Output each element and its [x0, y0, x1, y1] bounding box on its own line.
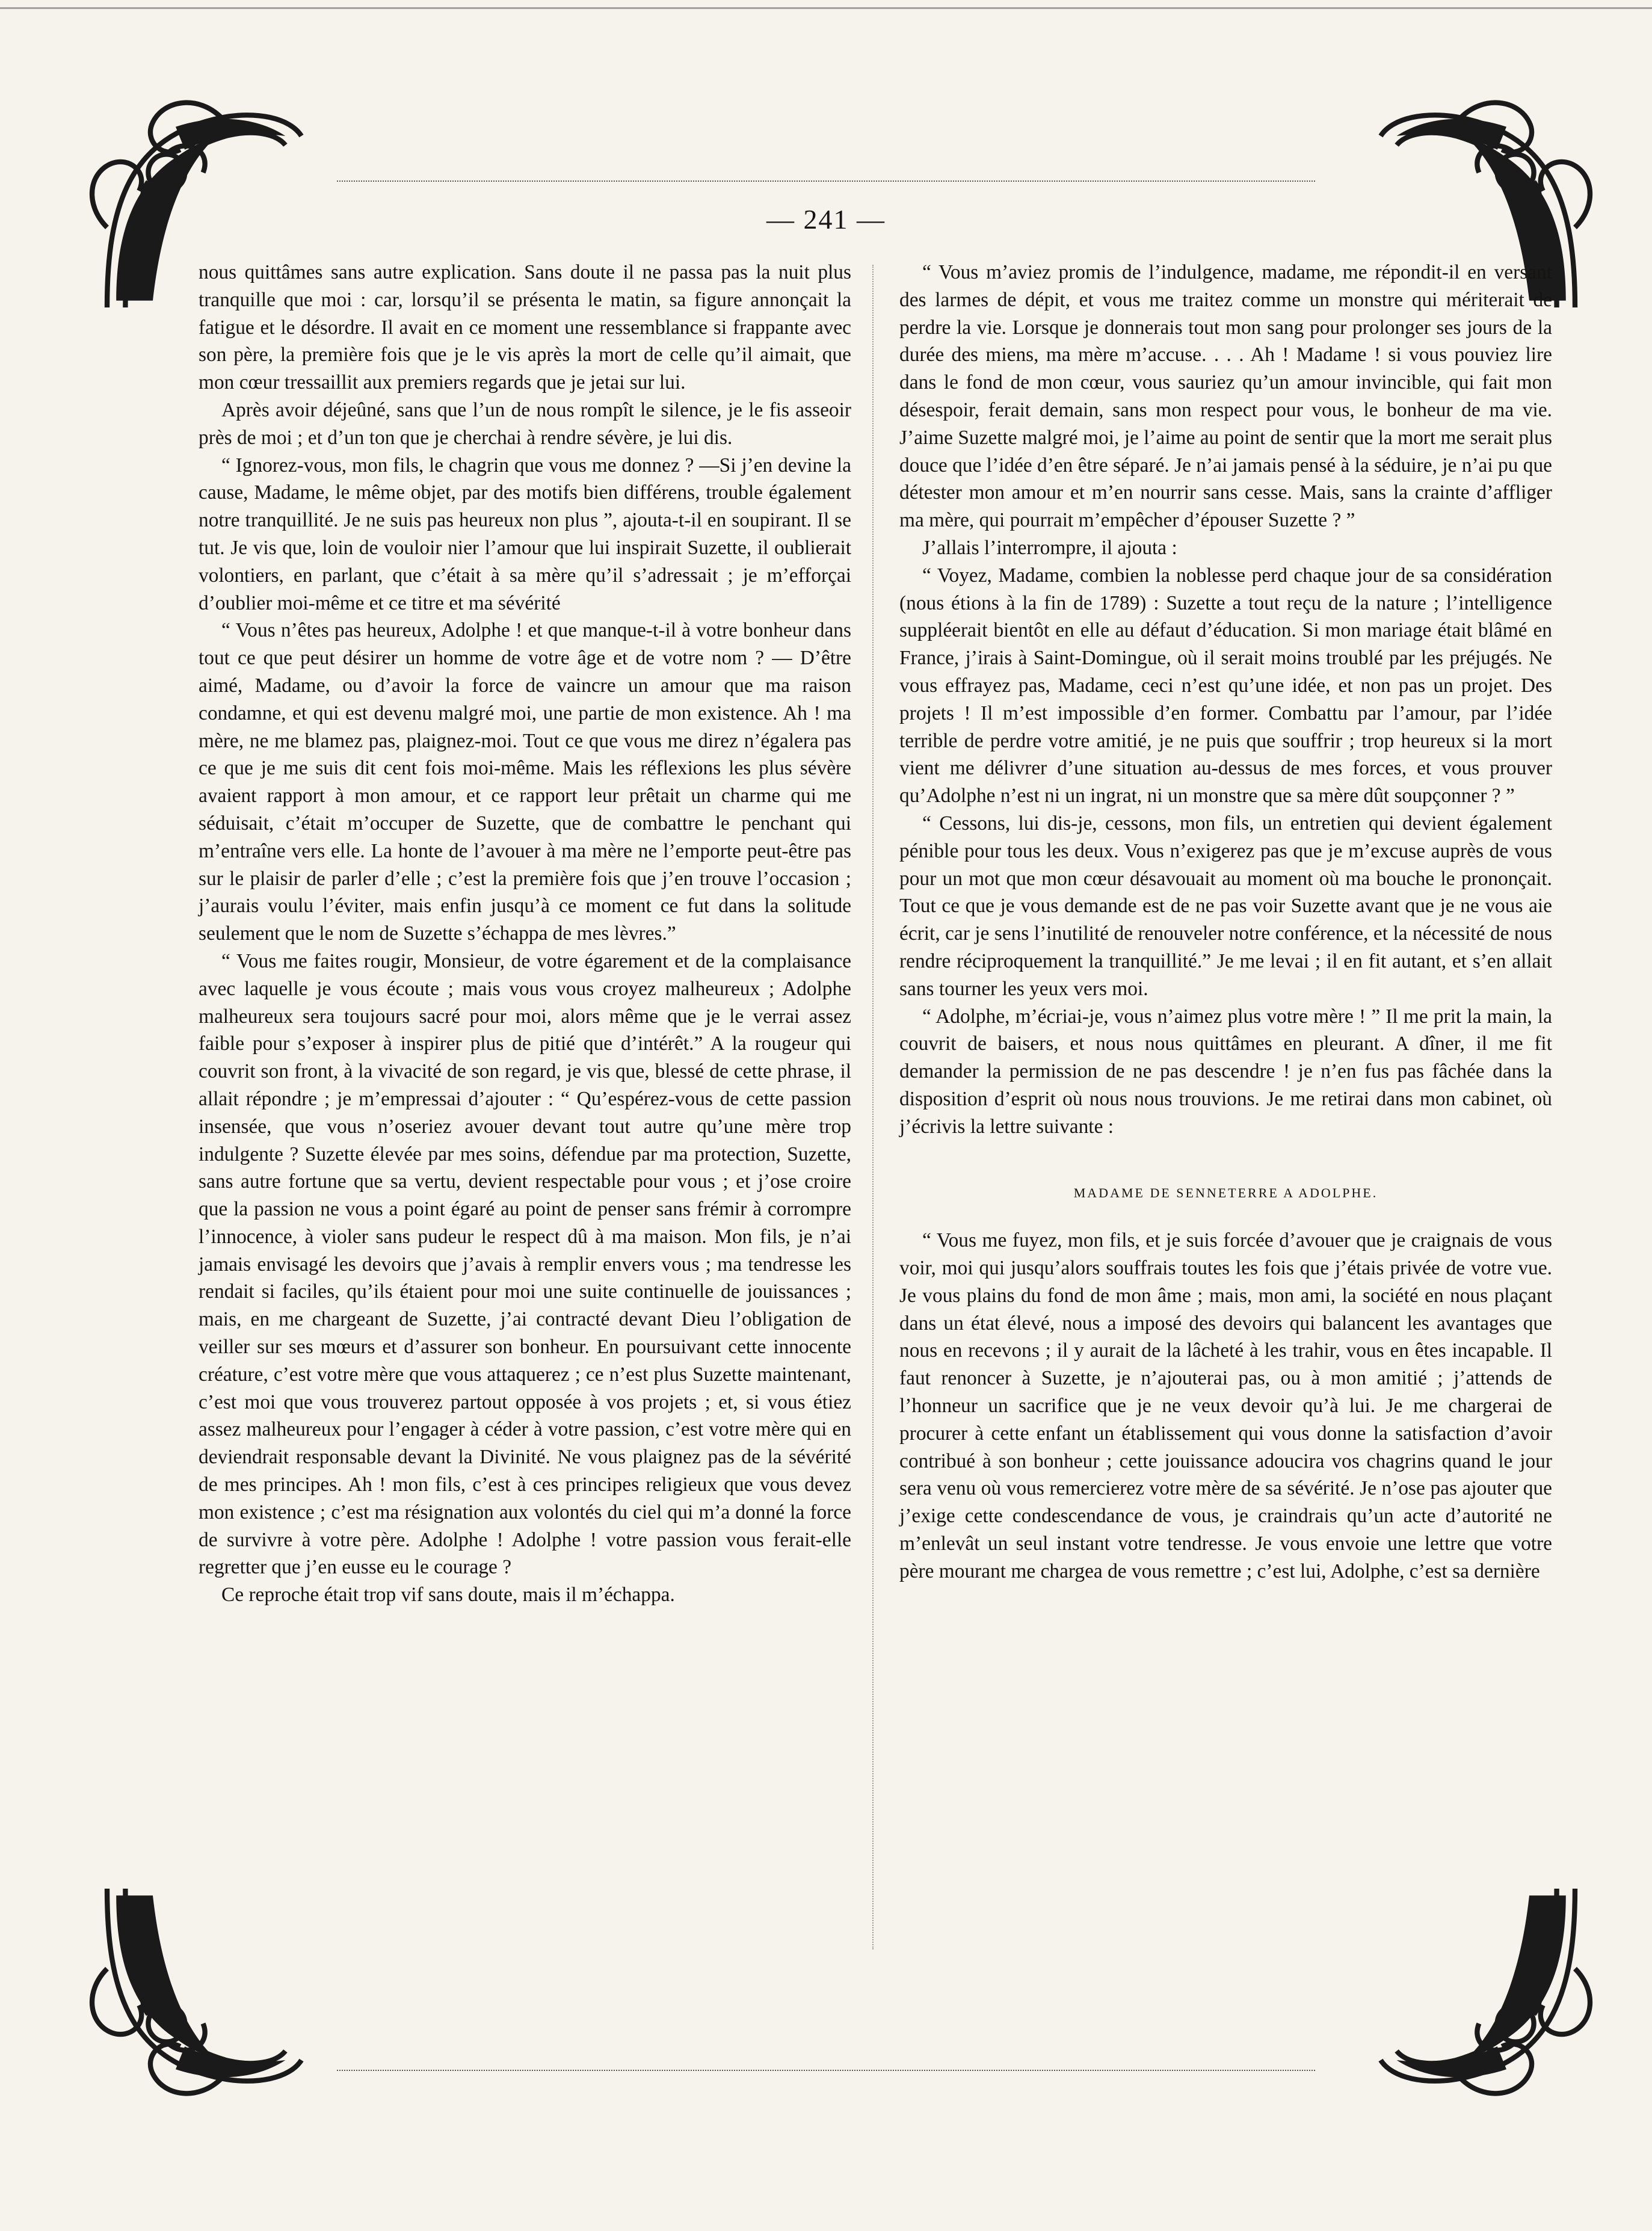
paragraph: “ Ignorez-vous, mon fils, le chagrin que vous me donnez ? —Si j’en devine la cause, Madame, le même objet, par des motifs bien différens, trouble également notre tranquillité. Je ne suis pas heureux non plus ”, ajouta-t-il en soupirant. Il se tut. Je vis que, loin de vouloir nier l’amour que lui inspirait Suzette, il oublierait volontiers, en parlant, que c’était à sa mère qu’il s’adressait ; je m’efforçai d’oublier moi-même et ce titre et ma sévérité	[199, 454, 851, 614]
letter-title: MADAME DE SENNETERRE A ADOLPHE.	[1073, 1185, 1378, 1200]
corner-ornament-bottom-left	[84, 1877, 313, 2106]
paragraph: “ Vous n’êtes pas heureux, Adolphe ! et que manque-t-il à votre bonheur dans tout ce que peut désirer un homme de votre âge et de votre nom ? — D’être aimé, Madame, ou d’avoir la force de vaincre un amour que ma raison condamne, et qui est devenu malgré moi, une partie de mon existence. Ah ! ma mère, ne me blamez pas, plaignez-moi. Tout ce que vous me direz n’égalera pas ce que je me suis dit cent fois moi-même. Mais les réflexions les plus sévère avaient rapport à mon amour, et ce rapport leur prêtait un charme qui me séduisait, c’était m’occuper de Suzette, que de combattre le penchant qui m’entraîne vers elle. La honte de l’avouer à ma mère ne l’emporte peut-être pas sur le plaisir de parler d’elle ; c’est la première fois que j’en trouve l’occasion ; j’aurais voulu l’éviter, mais enfin jusqu’à ce moment ce fut dans la solitude seulement que le nom de Suzette s’échappa de mes lèvres.”	[199, 619, 851, 945]
corner-ornament-bottom-right	[1369, 1877, 1598, 2106]
right-column	[899, 259, 1552, 1585]
page-number: — 241 —	[766, 204, 886, 235]
paragraph: “ Vous m’aviez promis de l’indulgence, madame, me répondit-il en versant des larmes de dépit, et vous me traitez comme un monstre qui mériterait de perdre la vie. Lorsque je donnerais tout mon sang pour prolonger ses jours de la durée des miens, ma mère m’accuse. . . . Ah ! Madame ! si vous pouviez lire dans le fond de mon cœur, vous sauriez qu’un amour invincible, qui fait mon désespoir, ferait demain, sans mon respect pour vous, le bonheur de ma vie. J’aime Suzette malgré moi, je l’aime au point de sentir que la mort me serait plus douce que l’idée d’en être séparé. Je n’ai jamais pensé à la séduire, je n’ai pu que détester mon amour et m’en nourrir sans cesse. Mais, sans la crainte d’affliger ma mère, qui pourrait m’empêcher d’épouser Suzette ? ”	[899, 261, 1552, 532]
column-divider	[872, 265, 874, 1949]
paragraph: “ Vous me faites rougir, Monsieur, de votre égarement et de la complaisance avec laquelle je vous écoute ; mais vous vous croyez malheureux ; Adolphe malheureux sera toujours sacré pour moi, alors même que je le verrai assez faible pour s’exposer à inspirer plus de pitié que d’intérêt.” A la rougeur qui couvrit son front, à la vivacité de son regard, je vis que, blessé de cette phrase, il allait répondre ; je m’empressai d’ajouter : “ Qu’espérez-vous de cette passion insensée, que vous n’oseriez avouer devant tout autre qu’une mère trop indulgente ? Suzette élevée par mes soins, défendue par ma protection, Suzette, sans autre fortune que sa vertu, devient respectable pour vous ; et j’ose croire que la passion ne vous a point égaré au point de penser sans frémir à corrompre l’innocence, à violer sans pudeur le respect dû à ma maison. Mon fils, je n’ai jamais envisagé les devoirs que j’avais à remplir envers vous ; ma tendresse les rendait si faciles, qu’ils étaient pour moi une suite continuelle de jouissances ; mais, en me chargeant de Suzette, j’ai contracté devant Dieu l’obligation de veiller sur ses mœurs et d’assurer son bonheur. En poursuivant cette innocente créature, c’est votre mère que vous attaquerez ; ce n’est plus Suzette maintenant, c’est moi que vous trouverez partout opposée à vos projets ; et, si vous étiez assez malheureux pour l’engager à céder à votre passion, c’est votre mère qui en deviendrait responsable devant la Divinité. Ne vous plaignez pas de la sévérité de mes principes. Ah ! mon fils, c’est à ces principes religieux que vous devez mon existence ; c’est ma résignation aux volontés du ciel qui m’a donné la force de survivre à votre père. Adolphe ! Adolphe ! votre passion vous ferait-elle regretter que j’en eusse eu le courage ?	[199, 949, 851, 1579]
bottom-frame-line	[337, 2070, 1315, 2071]
top-rule	[0, 7, 1652, 9]
paragraph: J’allais l’interrompre, il ajouta :	[922, 536, 1177, 559]
paragraph: Après avoir déjeûné, sans que l’un de nous rompît le silence, je le fis asseoir près de moi ; et d’un ton que je cherchai à rendre sévère, je lui dis.	[199, 398, 851, 449]
top-frame-line	[337, 181, 1315, 182]
letter-body: “ Vous me fuyez, mon fils, et je suis forcée d’avouer que je craignais de vous voir, moi qui jusqu’alors souffrais toutes les fois que j’étais privée de votre vue. Je vous plains du fond de mon âme ; mais, mon ami, la société en nous plaçant dans un état élevé, nous a imposé des devoirs qui balancent les avantages que nous en recevons ; il y aurait de la lâcheté à les trahir, vous en êtes incapable. Il faut renoncer à Suzette, je n’ajouterai pas, ou à mon amitié ; j’attends de l’honneur un sacrifice que je ne veux devoir qu’à lui. Je me chargerai de procurer à cette enfant un établissement qui vous donne la satisfaction d’avoir contribué à son bonheur ; cette jouissance adoucira vos chagrins quand le jour sera venu où vous remercierez votre mère de sa sévérité. Je n’ose pas ajouter que j’exige cette condescendance de vous, je craindrais qu’un acte d’autorité ne m’enlevât un seul instant votre tendresse. Je vous envoie une lettre que votre père mourant me chargea de vous remettre ; c’est lui, Adolphe, c’est sa dernière	[899, 1229, 1552, 1582]
paragraph: “ Cessons, lui dis-je, cessons, mon fils, un entretien qui devient également pénible pour tous les deux. Vous n’exigerez pas que je m’excuse auprès de vous pour un mot que mon cœur désavouait au moment où ma bouche le prononçait. Tout ce que je vous demande est de ne pas voir Suzette avant que je ne vous aie écrit, car je sens l’inutilité de renouveler notre conférence, et la nécessité de nous rendre réciproquement la tranquillité.” Je me levai ; il en fit autant, et s’en allait sans tourner les yeux vers moi.	[899, 812, 1552, 1000]
paragraph: nous quittâmes sans autre explication. Sans doute il ne passa pas la nuit plus tranquille que moi : car, lorsqu’il se présenta le matin, sa figure annonçait la fatigue et le désordre. Il avait en ce moment une ressemblance si frappante avec son père, la première fois que je le vis après la mort de celle qu’il aimait, que mon cœur tressaillit aux premiers regards que je jetai sur lui.	[199, 261, 851, 394]
paragraph: “ Adolphe, m’écriai-je, vous n’aimez plus votre mère ! ” Il me prit la main, la couvrit de baisers, et nous nous quittâmes en pleurant. A dîner, il me fit demander la permission de ne pas descendre ! je n’en fus pas fâchée dans la disposition d’esprit où nous nous trouvions. Je me retirai dans mon cabinet, où j’écrivis la lettre suivante :	[899, 1005, 1552, 1138]
paragraph: Ce reproche était trop vif sans doute, mais il m’échappa.	[221, 1584, 675, 1606]
paragraph: “ Voyez, Madame, combien la noblesse perd chaque jour de sa considération (nous étions à la fin de 1789) : Suzette a tout reçu de la nature ; l’intelligence suppléerait bientôt en elle au défaut d’éducation. Si mon mariage était blâmé en France, j’irais à Saint-Domingue, où il serait moins troublé par les préjugés. Ne vous effrayez pas, Madame, ceci n’est qu’une idée, et non pas un projet. Des projets ! Il m’est impossible d’en former. Combattu par l’amour, par l’idée terrible de perdre votre amitié, je ne puis que souffrir ; trop heureux si la mort vient me délivrer d’une situation au-dessus de mes forces, et vous prouver qu’Adolphe n’est ni un ingrat, ni un monstre que sa mère dût soupçonner ? ”	[899, 564, 1552, 807]
left-column	[199, 259, 851, 1609]
